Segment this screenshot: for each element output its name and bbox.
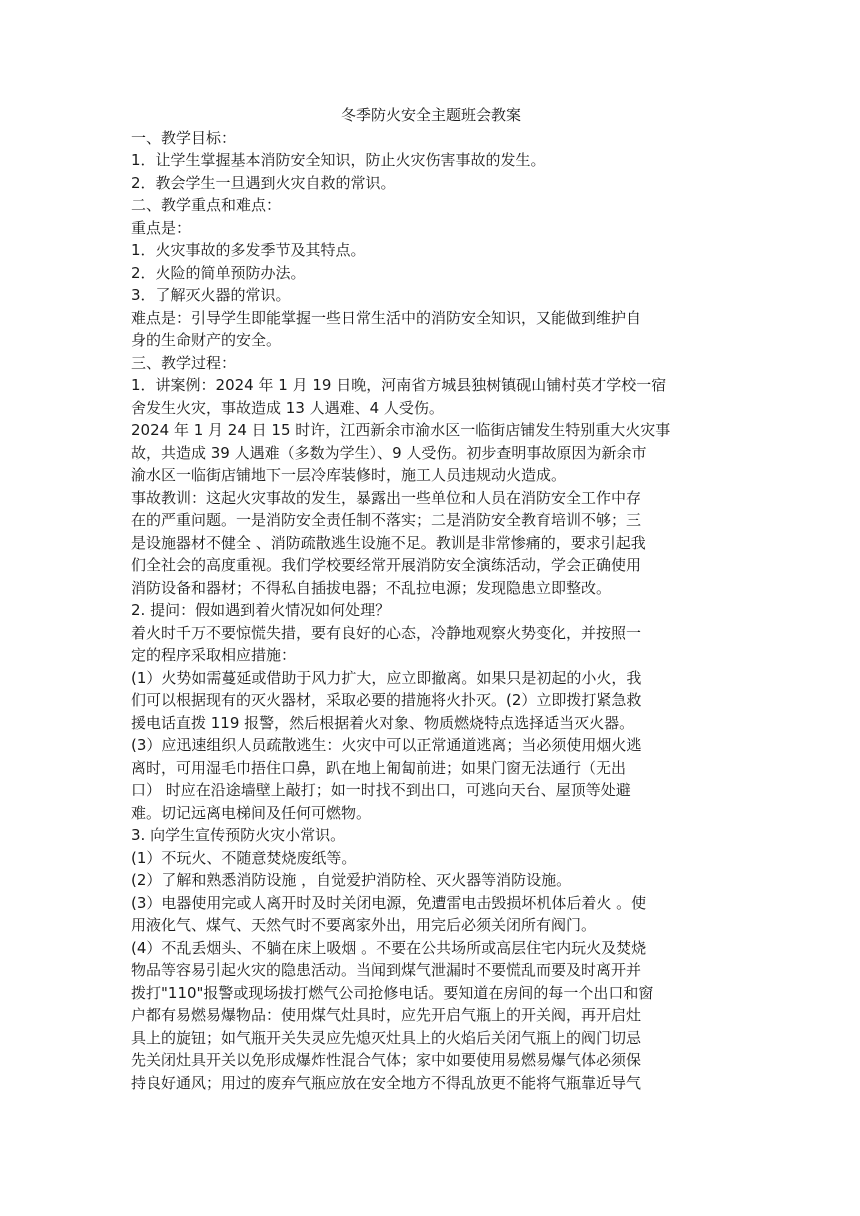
text-line: 持良好通风；用过的废弃气瓶应放在安全地方不得乱放更不能将气瓶靠近导气	[131, 1073, 642, 1092]
text-line: 离时，可用湿毛巾捂住口鼻，趴在地上匍匐前进；如果门窗无法通行（无出	[131, 758, 627, 777]
text-line: 事故教训：这起火灾事故的发生，暴露出一些单位和人员在消防安全工作中存	[131, 488, 642, 507]
document-title: 冬季防火安全主题班会教案	[340, 106, 521, 124]
text-line: 具上的旋钮；如气瓶开关失灵应先熄灭灶具上的火焰后关闭气瓶上的阀门切忌	[131, 1028, 642, 1047]
text-line: (2）了解和熟悉消防设施 ，自觉爱护消防栓、灭火器等消防设施。	[131, 871, 572, 889]
text-line: 身的生命财产的安全。	[131, 331, 282, 349]
document-body	[131, 104, 731, 1094]
text-line: 三、教学过程：	[131, 353, 237, 372]
text-line: 在的严重问题。一是消防安全责任制不落实；二是消防安全教育培训不够；三	[131, 511, 642, 529]
text-line: 援电话直拨 119 报警，然后根据着火对象、物质燃烧特点选择适当灭火器。	[131, 713, 635, 732]
text-line: 用液化气、煤气、天然气时不要离家外出，用完后必须关闭所有阀门。	[131, 916, 597, 934]
text-line: 2024 年 1 月 24 日 15 时许，江西新余市渝水区一临街店铺发生特别重大火灾事	[131, 421, 671, 439]
text-line: 舍发生火灾，事故造成 13 人遇难、4 人受伤。	[131, 398, 444, 417]
text-line: 1．讲案例：2024 年 1 月 19 日晚，河南省方城县独树镇砚山铺村英才学校一宿	[131, 376, 667, 394]
text-line: 难。切记远离电梯间及任何可燃物。	[131, 803, 372, 822]
text-line: 2．教会学生一旦遇到火灾自救的常识。	[131, 173, 396, 192]
text-line: 着火时千万不要惊慌失措，要有良好的心态，冷静地观察火势变化，并按照一	[131, 623, 642, 642]
document-text	[131, 127, 731, 1095]
text-line: 拨打"110"报警或现场拔打燃气公司抢修电话。要知道在房间的每一个出口和窗	[131, 983, 654, 1002]
text-line: 们全社会的高度重视。我们学校要经常开展消防安全演练活动，学会正确使用	[131, 556, 642, 574]
text-line: 1．火灾事故的多发季节及其特点。	[131, 241, 366, 259]
text-line: 定的程序采取相应措施：	[131, 646, 297, 664]
text-line: 二、教学重点和难点：	[131, 196, 282, 214]
text-line: 是设施器材不健全 、消防疏散逃生设施不足。教训是非常惨痛的，要求引起我	[131, 533, 646, 552]
text-line: 2．火险的简单预防办法。	[131, 263, 306, 282]
text-line: 物品等容易引起火灾的隐患活动。当闻到煤气泄漏时不要慌乱而要及时离开并	[131, 961, 642, 979]
text-line: (1）火势如需蔓延或借助于风力扩大，应立即撤离。如果只是初起的小火，我	[131, 668, 642, 687]
text-line: 一、教学目标：	[131, 128, 237, 147]
text-line: (3）应迅速组织人员疏散逃生：火灾中可以正常通道逃离；当必须使用烟火逃	[131, 736, 642, 754]
text-line: 3．了解灭火器的常识。	[131, 286, 291, 304]
text-line: 消防设备和器材；不得私自插拔电器；不乱拉电源；发现隐患立即整改。	[131, 578, 612, 597]
text-line: 故，共造成 39 人遇难（多数为学生）、9 人受伤。初步查明事故原因为新余市	[131, 443, 647, 462]
text-line: 1．让学生掌握基本消防安全知识，防止火灾伤害事故的发生。	[131, 151, 546, 169]
text-line: 3. 向学生宣传预防火灾小常识。	[131, 826, 346, 844]
text-line: 口） 时应在沿途墙壁上敲打；如一时找不到出口，可逃向天台、屋顶等处避	[131, 781, 631, 799]
text-line: 2. 提问：假如遇到着火情况如何处理？	[131, 601, 391, 619]
text-line: 户都有易燃易爆物品：使用煤气灶具时，应先开启气瓶上的开关阀，再开启灶	[131, 1006, 642, 1024]
text-line: (1）不玩火、不随意焚烧废纸等。	[131, 848, 357, 867]
text-line: 渝水区一临街店铺地下一层冷库装修时，施工人员违规动火造成。	[131, 466, 567, 484]
text-line: 重点是：	[131, 218, 192, 237]
text-line: 先关闭灶具开关以免形成爆炸性混合气体；家中如要使用易燃易爆气体必须保	[131, 1051, 642, 1069]
text-line: (4）不乱丢烟头、不躺在床上吸烟 。不要在公共场所或高层住宅内玩火及焚烧	[131, 938, 647, 957]
text-line: (3）电器使用完或人离开时及时关闭电源，免遭雷电击毁损坏机体后着火 。使	[131, 893, 647, 912]
text-line: 们可以根据现有的灭火器材，采取必要的措施将火扑灭。(2）立即拨打紧急救	[131, 691, 642, 709]
text-line: 难点是：引导学生即能掌握一些日常生活中的消防安全知识，又能做到维护自	[131, 308, 642, 327]
